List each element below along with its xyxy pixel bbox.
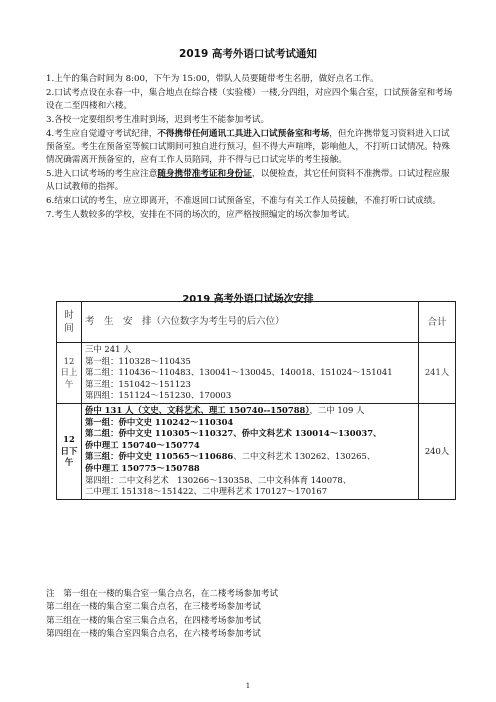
note-line: 第三组在一楼的集合室三集合点名，在四楼考场参加考试 (46, 615, 261, 626)
page-number: 1 (245, 682, 251, 690)
notice-rules (46, 73, 454, 223)
afternoon-group-4b: 二中理工 151318～151422、二中理科艺术 170127～170167 (85, 486, 328, 497)
afternoon-total: 240人 (419, 403, 456, 499)
schedule-title: 2019 高考外语口试场次安排 (182, 294, 314, 305)
afternoon-group-1: 第一组：侨中文史 110242～110304 (85, 416, 234, 427)
afternoon-head (85, 405, 415, 417)
rule-1: 1.上午的集合时间为 8:00，下午为 15:00，带队人员要随带考生名册，做好点名工作。 (46, 74, 379, 84)
rule-7: 7.考生人数较多的学校，安排在不同的场次的，应严格按照编定的场次参加考试。 (46, 210, 355, 220)
rule-5-post: ，以便检查，其它任何资料不准携带。口试过程应服从口试教师的指挥。 (46, 169, 450, 192)
note-line: 注 第一组在一楼的集合室一集合点名，在二楼考场参加考试 (46, 589, 279, 599)
afternoon-arrangement (82, 403, 419, 499)
morning-line: 第一组：110328～110435 (85, 355, 191, 366)
note-line: 第二组在一楼的集合室二集合点名，在三楼考场参加考试 (46, 602, 261, 613)
afternoon-head-rest: ，二中 109 人 (309, 404, 365, 415)
header-time: 时间 (57, 302, 82, 343)
afternoon-group-4: 第四组：二中文科艺术 130266～130358、二中文科体育 140078、 (85, 474, 352, 485)
afternoon-group-2b: 侨中理工 150740～150774 (85, 439, 200, 450)
afternoon-group-3b: 侨中理工 150775～150788 (85, 462, 200, 473)
header-content: 考 生 安 排（六位数字为考生号的后六位） (82, 302, 419, 343)
rule-4-pre: 4.考生应自觉遵守考试纪律， (46, 129, 158, 139)
rule-2: 2.口试考点设在永春一中，集合地点在综合楼（实验楼）一楼,分四组，对应四个集合室，口试预备室和考场设在二至四楼和六楼。 (46, 88, 453, 111)
document-title: 2019 高考外语口试考试通知 (179, 48, 317, 60)
rule-4 (46, 128, 454, 167)
morning-time: 12日上午 (57, 343, 82, 404)
morning-line: 三中 241 人 (85, 344, 132, 354)
table-row-afternoon (57, 403, 456, 499)
morning-line: 第四组：151124～151230、170003 (85, 390, 232, 401)
table-header-row (57, 302, 456, 343)
afternoon-head-bold: 侨中 131 人（文史、文科艺术、理工 150740--150788） (85, 404, 310, 415)
notes-block (46, 588, 456, 641)
afternoon-time: 12日下午 (57, 403, 82, 499)
rule-5-emphasis: 随身携带准考证和身份证 (157, 169, 252, 179)
rule-5-pre: 5.进入口试考场的考生应注意 (46, 169, 158, 179)
afternoon-group-3 (85, 451, 415, 463)
morning-arrangement (82, 343, 419, 404)
rule-6: 6.结束口试的考生，应立即离开，不准返回口试预备室，不准与有关工作人员接触，不准打听口试成绩。 (46, 196, 441, 206)
schedule-table (56, 301, 456, 500)
rule-4-post: ，但允许携带复习资料进入口试预备室。考生在预备室等候口试期间可独自进行预习，但不得大声喧哗，影响他人，不打听口试情况。特殊情况确需离开预备室的，应有工作人员陪同，并不得与已口试完毕的考生接触。 (46, 129, 450, 165)
afternoon-group-3-bold: 第三组：侨中文史 110565～110686 (85, 451, 234, 462)
header-total: 合计 (419, 302, 456, 343)
afternoon-group-3-rest: 、二中文科艺术 130262、130265、 (233, 451, 376, 462)
afternoon-group-2: 第二组：侨中文史 110305～110327、侨中文科艺术 130014～130037、 (85, 428, 382, 439)
rule-3: 3.各校一定要组织考生准时到场，迟到考生不能参加考试。 (46, 115, 270, 125)
note-line: 第四组在一楼的集合室四集合点名，在六楼考场参加考试 (46, 628, 261, 639)
rule-4-emphasis: 不得携带任何通讯工具进入口试预备室和考场 (157, 129, 330, 139)
table-row-morning (57, 343, 456, 404)
morning-total: 241人 (419, 343, 456, 404)
morning-line: 第二组：110436～110483、130041～130045、140018、151024～151041 (85, 367, 393, 378)
morning-line: 第三组：151042～151123 (85, 378, 191, 389)
rule-5 (46, 168, 454, 194)
